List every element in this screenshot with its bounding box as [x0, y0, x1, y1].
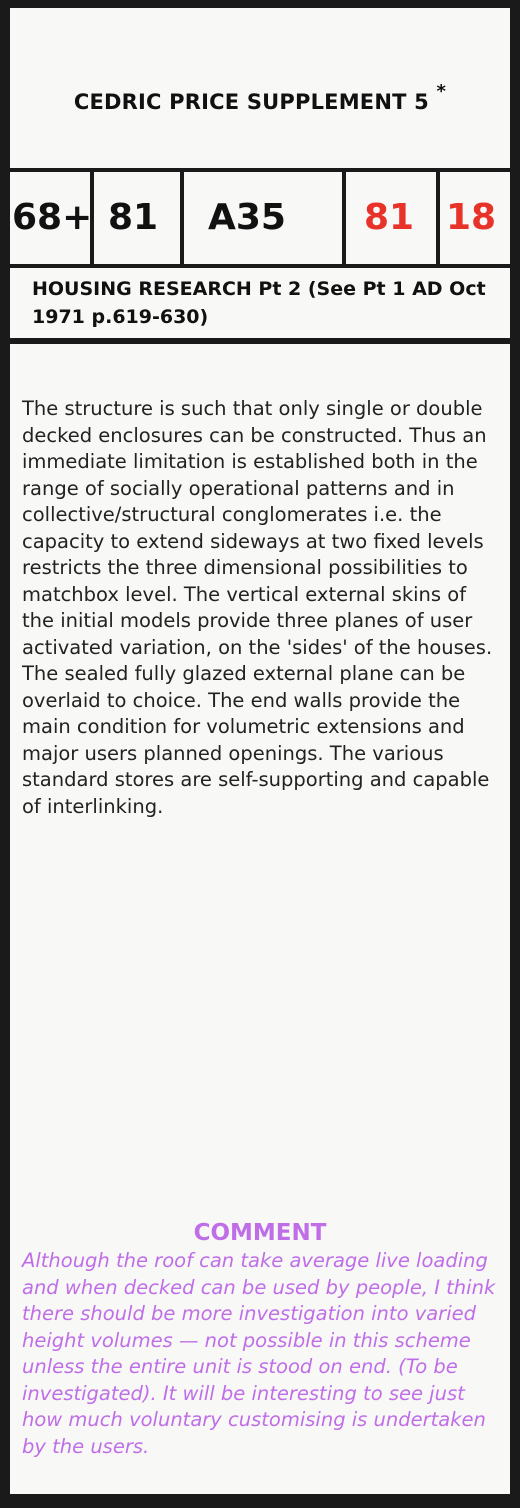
body-paragraph: The structure is such that only single or double decked enclosures can be constructed. Thus an immediate limitation is established both in the range of socially operational patterns and in collective/structural conglomerates i.e. the capacity to extend sideways at two fixed levels restricts the three dimensional possibilities to matchbox level. The vertical external skins of the initial models provide three planes of user activated variation, on the 'sides' of the houses. The sealed fully glazed external plane can be overlaid to choice. The end walls provide the main condition for volumetric extensions and major users planned openings. The various standard stores are self-supporting and capable of interlinking.	[22, 397, 493, 818]
code-cell-4: 81	[346, 172, 436, 264]
code-cell-1: 68+	[10, 172, 90, 264]
code-cell-5: 18	[440, 172, 510, 264]
code-cell-3: A35	[184, 172, 342, 264]
code-cell-2: 81	[94, 172, 180, 264]
comment-heading: COMMENT	[193, 1220, 327, 1246]
content-panel	[10, 344, 510, 1494]
title-text: CEDRIC PRICE SUPPLEMENT 5	[73, 90, 429, 114]
reference-codes-row	[0, 172, 520, 264]
subtitle-panel	[10, 268, 510, 338]
title-asterisk: *	[436, 81, 447, 102]
header-panel	[10, 8, 510, 168]
comment-paragraph: Although the roof can take average live loading and when decked can be used by people, I think there should be more investigation into varied height volumes — not possible in this scheme unless the entire unit is stood on end. (To be investigated). It will be interesting to see just how much voluntary customising is undertaken by the users.	[22, 1249, 496, 1458]
page-title	[10, 81, 510, 114]
subtitle-text: HOUSING RESEARCH Pt 2 (See Pt 1 AD Oct 1971 p.619-630)	[32, 278, 486, 328]
